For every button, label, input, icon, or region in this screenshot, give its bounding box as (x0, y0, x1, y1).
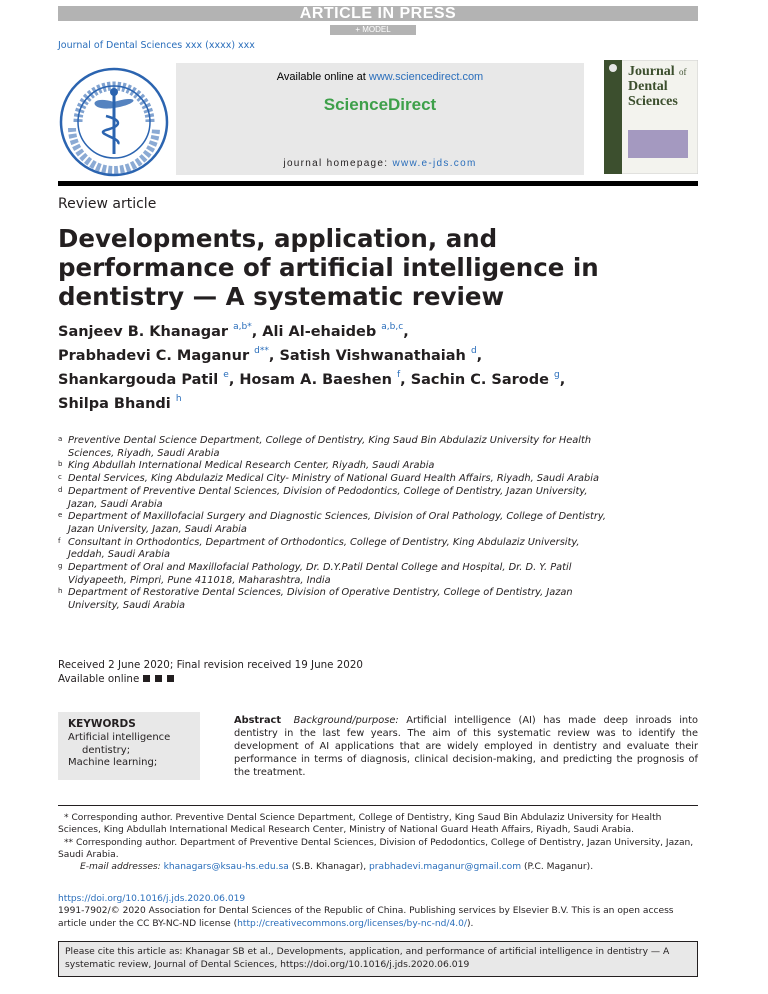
cover-title-dental: Dental (628, 79, 668, 94)
author-name: Ali Al-ehaideb (262, 324, 377, 340)
sciencedirect-logo: ScienceDirect (323, 95, 437, 114)
affiliation-item: d Department of Preventive Dental Sciences, Division of Pedodontics, College of Dentistry, Jazan University, Jazan, Saudi Arabia (58, 485, 588, 510)
journal-running-head[interactable]: Journal of Dental Sciences xxx (xxxx) xxx (58, 40, 255, 51)
affiliation-item: b King Abdullah International Medical Research Center, Riyadh, Saudi Arabia (58, 460, 435, 472)
footnotes (58, 812, 698, 873)
journal-header (58, 58, 698, 178)
cover-title-of: of (679, 67, 687, 77)
journal-homepage-link[interactable]: www.e-jds.com (392, 158, 477, 169)
available-online-date: Available online (58, 672, 363, 686)
article-type: Review article (58, 196, 157, 212)
cover-title-sciences: Sciences (628, 94, 678, 109)
keyword-item: Machine learning; (68, 757, 158, 769)
email-link-khanagar[interactable]: khanagars@ksau-hs.edu.sa (163, 862, 289, 873)
author-list: Sanjeev B. Khanagar $^{a,b*}$, Ali Al-ehaideb $^{a,b,c}$, Prabhadevi C. Maganur $^{d**}$, Satish Vishwanathaiah $^d$, Shankargouda Patil $^e$, Hosam A. Baeshen $^f$, Sachin C. Sarode $^g$, Shilpa Bhandi $^h$ (58, 322, 566, 412)
author-name: Prabhadevi C. Maganur (58, 348, 250, 364)
author-name: Sanjeev B. Khanagar (58, 324, 229, 340)
author-affiliation-marks[interactable]: f (396, 370, 401, 380)
email-link-maganur[interactable]: prabhadevi.maganur@gmail.com (369, 862, 522, 873)
journal-cover-icon (604, 60, 698, 174)
abstract (234, 714, 698, 779)
model-tag: + MODEL (330, 25, 416, 35)
sciencedirect-panel (176, 63, 584, 175)
author-affiliation-marks[interactable]: a,b* (233, 322, 252, 332)
article-dates (58, 658, 363, 686)
journal-homepage: journal homepage: www.e-jds.com (283, 158, 477, 169)
caduceus-seal-icon (58, 66, 170, 178)
affiliation-item: c Dental Services, King Abdulaziz Medical City- Ministry of National Guard Health Affairs, Riyadh, Saudi Arabia (58, 473, 599, 485)
author-affiliation-marks[interactable]: a,b,c (381, 322, 404, 332)
article-title (58, 224, 698, 311)
article-in-press-banner: ARTICLE IN PRESS (58, 6, 698, 21)
affiliation-item: e Department of Maxillofacial Surgery and Diagnostic Sciences, Division of Oral Pathology, College of Dentistry, Jazan University, Jazan, Saudi Arabia (58, 511, 607, 535)
keywords-heading: KEYWORDS (68, 718, 136, 730)
keyword-item-continued: dentistry; (82, 744, 131, 756)
author-affiliation-marks[interactable]: e (223, 370, 229, 380)
footnote-rule (58, 805, 698, 806)
author-affiliation-marks[interactable]: g (554, 370, 560, 380)
license-link[interactable]: http://creativecommons.org/licenses/by-nc-nd/4.0/ (237, 918, 467, 929)
affiliation-item: g Department of Oral and Maxillofacial Pathology, Dr. D.Y.Patil Dental College and Hospital, Dr. D. Y. Patil Vidyapeeth, Pimpri, Pune 411018, Maharashtra, India (58, 562, 572, 586)
license-text: 1991-7902/© 2020 Association for Dental Sciences of the Republic of China. Publishing services by Elsevier B.V. This is an open access article under the CC BY-NC-ND license (http://creativecommons.org/licenses/by-nc-nd/4.0/). (58, 906, 674, 929)
footnote-corresponding-2: ** Corresponding author. Department of Preventive Dental Sciences, Division of Pedodontics, College of Dentistry, Jazan University, Jazan, Saudi Arabia. (58, 837, 694, 860)
title-line-3: dentistry — A systematic review (58, 282, 505, 311)
abstract-section-label: Background/purpose: (293, 715, 399, 726)
sciencedirect-link[interactable]: www.sciencedirect.com (368, 71, 484, 83)
author-name: Hosam A. Baeshen (239, 372, 392, 388)
email-addresses: E-mail addresses: khanagars@ksau-hs.edu.sa (S.B. Khanagar), prabhadevi.maganur@gmail.com (P.C. Maganur). (80, 862, 594, 873)
available-online: Available online at www.sciencedirect.com (276, 71, 484, 83)
keyword-item: Artificial intelligence (68, 732, 171, 743)
affiliation-item: a Preventive Dental Science Department, College of Dentistry, King Saud Bin Abdulaziz University for Health Sciences, Riyadh, Saudi Arabia (58, 435, 592, 459)
author-name: Satish Vishwanathaiah (279, 348, 466, 364)
cover-title-journal: Journal (628, 64, 675, 79)
doi-license-block (58, 893, 698, 930)
header-rule (58, 181, 698, 186)
affiliation-item: h Department of Restorative Dental Sciences, Division of Operative Dentistry, College of Dentistry, Jazan University, Saudi Arabia (58, 587, 573, 612)
affiliation-item: f Consultant in Orthodontics, Department of Orthodontics, College of Dentistry, King Abdulaziz University, Jeddah, Saudi Arabia (58, 536, 580, 561)
author-name: Sachin C. Sarode (410, 372, 549, 388)
author-affiliation-marks[interactable]: d (470, 346, 477, 356)
doi-link[interactable]: https://doi.org/10.1016/j.jds.2020.06.019 (58, 894, 246, 904)
citation-box: Please cite this article as: Khanagar SB et al., Developments, application, and performance of artificial intelligence in dentistry — A systematic review, Journal of Dental Sciences, https://doi.org/10.1016/j.jds.2020.06.019 (58, 941, 698, 977)
abstract-label: Abstract (234, 715, 282, 726)
title-line-1: Developments, application, and (58, 224, 498, 253)
title-line-2: performance of artificial intelligence in (58, 253, 599, 282)
abstract-text: Artificial intelligence (AI) has made deep inroads into dentistry in the last few years. The aim of this systematic review was to identify the development of AI applications that are widely employed in dentistry and evaluate their performance in terms of diagnosis, clinical decision-making, and predicting the prognosis of the treatment. (234, 715, 698, 778)
received-date: Received 2 June 2020; Final revision received 19 June 2020 (58, 659, 363, 671)
author-affiliation-marks[interactable]: d** (254, 346, 269, 356)
footnote-corresponding-1: * Corresponding author. Preventive Dental Science Department, College of Dentistry, King Saud Bin Abdulaziz University for Health Sciences, King Abdullah International Medical Research Center, Ministry of National Guard Heath Affairs, Riyadh, Saudi Arabia. (58, 813, 662, 836)
author-affiliation-marks[interactable]: h (175, 394, 182, 404)
author-name: Shankargouda Patil (58, 372, 219, 388)
keywords-box (58, 712, 200, 780)
affiliation-list (58, 435, 618, 613)
author-name: Shilpa Bhandi (58, 396, 171, 412)
